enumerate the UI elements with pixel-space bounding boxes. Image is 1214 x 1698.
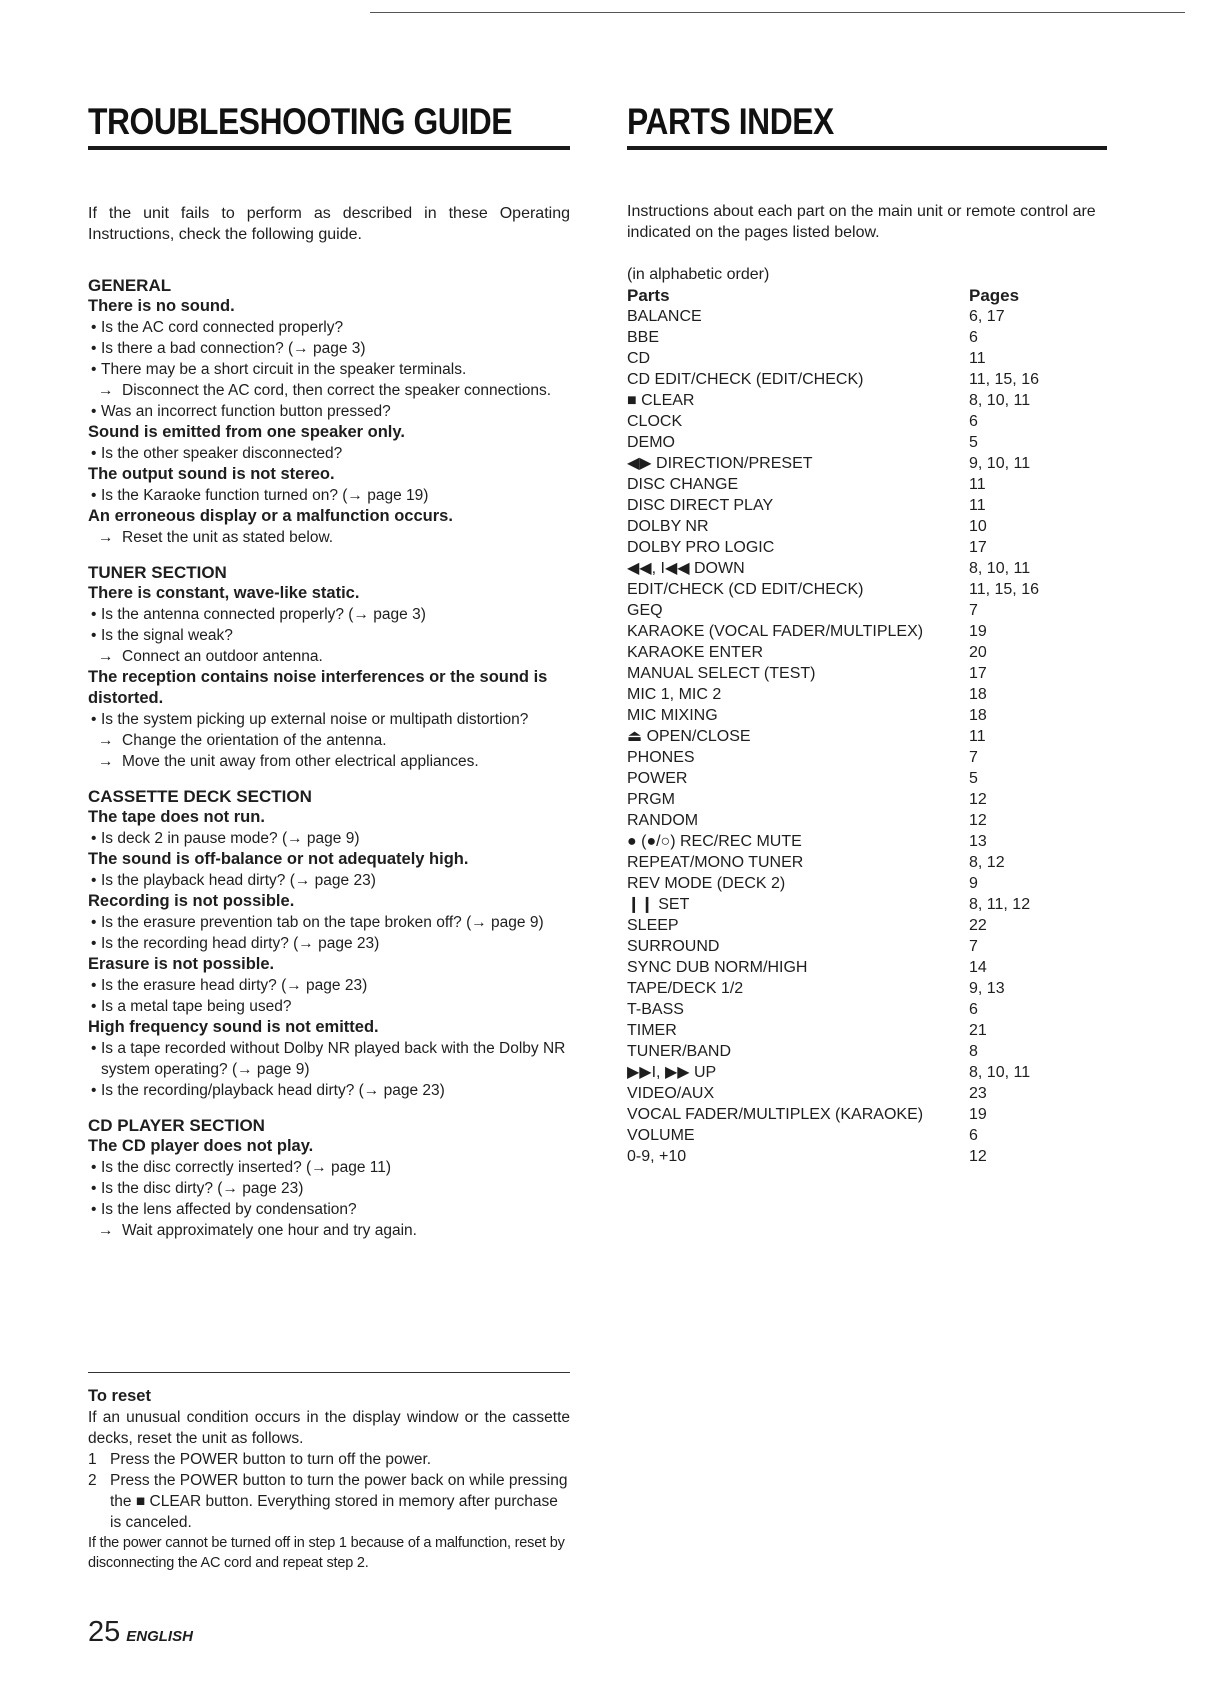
bullet-icon: • [91, 914, 97, 931]
title-rule [88, 146, 570, 150]
col-pages: Pages [969, 286, 1020, 305]
parts-index-title: PARTS INDEX [627, 101, 834, 142]
part-pages: 6 [969, 1001, 978, 1018]
table-row [627, 390, 1107, 411]
check-item: • Is the disc correctly inserted? (→ page 11) [91, 1159, 392, 1176]
troubleshooting-sections [88, 275, 570, 1241]
part-name: CD EDIT/CHECK (EDIT/CHECK) [627, 371, 864, 388]
table-row [627, 1041, 1107, 1062]
part-pages: 9 [969, 875, 978, 892]
part-name: ▶▶I, ▶▶ UP [627, 1064, 717, 1081]
check-item: • Was an incorrect function button pressed? [91, 403, 391, 420]
arrow-icon: → [98, 753, 114, 770]
reset-step: 1 Press the POWER button to turn off the power. [88, 1451, 432, 1468]
part-pages: 8, 12 [969, 854, 1005, 871]
table-row [627, 726, 1107, 747]
check-item: • Is the Karaoke function turned on? (→ page 19) [91, 487, 429, 504]
part-name: ⏏ OPEN/CLOSE [627, 728, 751, 745]
part-pages: 12 [969, 791, 987, 808]
check-item: • Is deck 2 in pause mode? (→ page 9) [91, 830, 360, 847]
title-rule [627, 146, 1107, 150]
page-number: 25 [88, 1616, 121, 1648]
part-pages: 10 [969, 518, 987, 535]
check-item: • Is a metal tape being used? [91, 998, 292, 1015]
arrow-icon: → [98, 382, 114, 399]
part-name: DOLBY PRO LOGIC [627, 539, 775, 556]
part-pages: 11 [969, 728, 986, 745]
part-pages: 8, 11, 12 [969, 896, 1031, 913]
bullet-icon: • [91, 1180, 97, 1197]
part-pages: 6, 17 [969, 308, 1005, 325]
arrow-icon: → [98, 1222, 114, 1239]
remedy-line: → Disconnect the AC cord, then correct the speaker connections. [98, 382, 552, 399]
table-row [627, 852, 1107, 873]
part-pages: 13 [969, 833, 987, 850]
part-name: RANDOM [627, 812, 699, 829]
arrow-icon: → [98, 732, 114, 749]
part-pages: 12 [969, 1148, 987, 1165]
part-pages: 19 [969, 1106, 987, 1123]
part-pages: 11 [969, 476, 986, 493]
problem-title: There is no sound. [88, 297, 235, 315]
remedy-line: → Wait approximately one hour and try again. [98, 1222, 417, 1239]
table-row [627, 915, 1107, 936]
part-name: SYNC DUB NORM/HIGH [627, 959, 808, 976]
part-name: DISC CHANGE [627, 476, 739, 493]
bullet-icon: • [91, 977, 97, 994]
table-row [627, 957, 1107, 978]
table-row [627, 705, 1107, 726]
page-footer [88, 1616, 193, 1649]
problem-title: There is constant, wave-like static. [88, 584, 360, 602]
bullet-icon: • [91, 711, 97, 728]
section-title: GENERAL [88, 276, 172, 295]
part-pages: 8, 10, 11 [969, 1064, 1031, 1081]
part-pages: 5 [969, 434, 978, 451]
problem-title: The reception contains noise interferences or the sound is distorted. [88, 668, 548, 707]
troubleshooting-section [88, 275, 570, 548]
check-item: • Is the AC cord connected properly? [91, 319, 344, 336]
part-pages: 11, 15, 16 [969, 371, 1039, 388]
table-row [627, 999, 1107, 1020]
part-name: REV MODE (DECK 2) [627, 875, 786, 892]
section-title: CD PLAYER SECTION [88, 1116, 265, 1135]
reset-rule [88, 1372, 570, 1373]
part-name: MIC MIXING [627, 707, 718, 724]
part-pages: 22 [969, 917, 987, 934]
part-pages: 5 [969, 770, 978, 787]
remedy-line: → Connect an outdoor antenna. [98, 648, 323, 665]
table-row [627, 810, 1107, 831]
part-pages: 17 [969, 539, 987, 556]
table-row [627, 1062, 1107, 1083]
part-name: VOCAL FADER/MULTIPLEX (KARAOKE) [627, 1106, 924, 1123]
part-pages: 19 [969, 623, 987, 640]
table-row [627, 789, 1107, 810]
parts-table-header [627, 285, 1107, 306]
remedy-line: → Change the orientation of the antenna. [98, 732, 387, 749]
problem-title: Recording is not possible. [88, 892, 295, 910]
part-pages: 18 [969, 707, 987, 724]
part-name: BALANCE [627, 308, 702, 325]
bullet-icon: • [91, 935, 97, 952]
table-row [627, 831, 1107, 852]
part-name: ◀▶ DIRECTION/PRESET [627, 455, 813, 472]
part-name: KARAOKE ENTER [627, 644, 764, 661]
part-pages: 18 [969, 686, 987, 703]
check-item: • Is there a bad connection? (→ page 3) [91, 340, 366, 357]
parts-table [627, 306, 1107, 1167]
table-row [627, 516, 1107, 537]
bullet-icon: • [91, 361, 97, 378]
bullet-icon: • [91, 1082, 97, 1099]
bullet-icon: • [91, 1040, 97, 1057]
table-row [627, 579, 1107, 600]
check-item: • Is the signal weak? [91, 627, 233, 644]
troubleshooting-section [88, 562, 570, 772]
table-row [627, 432, 1107, 453]
part-name: PHONES [627, 749, 695, 766]
table-row [627, 453, 1107, 474]
table-row [627, 474, 1107, 495]
check-item: • Is a tape recorded without Dolby NR played back with the Dolby NR system operating? (→ page 9) [91, 1040, 566, 1078]
table-row [627, 894, 1107, 915]
table-row [627, 537, 1107, 558]
table-row [627, 936, 1107, 957]
remedy-line: → Reset the unit as stated below. [98, 529, 334, 546]
table-row [627, 768, 1107, 789]
part-pages: 20 [969, 644, 987, 661]
problem-title: The CD player does not play. [88, 1137, 314, 1155]
troubleshooting-section [88, 786, 570, 1101]
reset-note: If the power cannot be turned off in step 1 because of a malfunction, reset by disconnecting the AC cord and repeat step 2. [88, 1535, 565, 1571]
part-name: ◀◀, I◀◀ DOWN [627, 560, 745, 577]
top-rule [370, 12, 1185, 13]
reset-title: To reset [88, 1387, 151, 1405]
problem-title: High frequency sound is not emitted. [88, 1018, 379, 1036]
table-row [627, 684, 1107, 705]
part-pages: 11 [969, 350, 986, 367]
reset-box [88, 1372, 570, 1573]
part-pages: 7 [969, 602, 978, 619]
table-row [627, 327, 1107, 348]
bullet-icon: • [91, 340, 97, 357]
part-name: DOLBY NR [627, 518, 709, 535]
part-pages: 21 [969, 1022, 987, 1039]
part-pages: 8, 10, 11 [969, 392, 1031, 409]
table-row [627, 495, 1107, 516]
bullet-icon: • [91, 1159, 97, 1176]
problem-title: The tape does not run. [88, 808, 265, 826]
part-name: ● (●/○) REC/REC MUTE [627, 833, 802, 850]
troubleshooting-section [88, 1115, 570, 1241]
bullet-icon: • [91, 627, 97, 644]
part-name: DISC DIRECT PLAY [627, 497, 774, 514]
part-pages: 7 [969, 938, 978, 955]
language-label: ENGLISH [126, 1628, 193, 1645]
part-pages: 9, 13 [969, 980, 1005, 997]
part-name: POWER [627, 770, 688, 787]
part-pages: 9, 10, 11 [969, 455, 1031, 472]
part-name: ■ CLEAR [627, 392, 695, 409]
problem-title: Sound is emitted from one speaker only. [88, 423, 405, 441]
arrow-icon: → [98, 648, 114, 665]
part-name: TUNER/BAND [627, 1043, 732, 1060]
part-name: TIMER [627, 1022, 677, 1039]
part-name: DEMO [627, 434, 675, 451]
col-parts: Parts [627, 286, 670, 305]
part-pages: 23 [969, 1085, 987, 1102]
part-pages: 11 [969, 497, 986, 514]
part-name: VOLUME [627, 1127, 695, 1144]
part-pages: 8 [969, 1043, 978, 1060]
bullet-icon: • [91, 445, 97, 462]
part-name: BBE [627, 329, 660, 346]
remedy-line: → Move the unit away from other electrical appliances. [98, 753, 479, 770]
bullet-icon: • [91, 830, 97, 847]
part-name: VIDEO/AUX [627, 1085, 715, 1102]
problem-title: An erroneous display or a malfunction occurs. [88, 507, 453, 525]
table-row [627, 1083, 1107, 1104]
bullet-icon: • [91, 998, 97, 1015]
table-row [627, 1125, 1107, 1146]
bullet-icon: • [91, 487, 97, 504]
troubleshooting-title: TROUBLESHOOTING GUIDE [88, 101, 513, 142]
parts-index-column [627, 100, 1107, 1167]
part-name: SURROUND [627, 938, 720, 955]
section-title: TUNER SECTION [88, 563, 227, 582]
part-name: TAPE/DECK 1/2 [627, 980, 744, 997]
bullet-icon: • [91, 403, 97, 420]
part-pages: 6 [969, 329, 978, 346]
table-row [627, 873, 1107, 894]
check-item: • Is the other speaker disconnected? [91, 445, 343, 462]
table-row [627, 1146, 1107, 1167]
part-name: EDIT/CHECK (CD EDIT/CHECK) [627, 581, 864, 598]
part-name: ❙❙ SET [627, 896, 690, 913]
table-row [627, 600, 1107, 621]
part-name: CD [627, 350, 651, 367]
part-name: SLEEP [627, 917, 679, 934]
arrow-icon: → [98, 529, 114, 546]
part-name: CLOCK [627, 413, 683, 430]
check-item: • There may be a short circuit in the speaker terminals. [91, 361, 467, 378]
part-name: REPEAT/MONO TUNER [627, 854, 804, 871]
part-name: KARAOKE (VOCAL FADER/MULTIPLEX) [627, 623, 924, 640]
problem-title: The sound is off-balance or not adequately high. [88, 850, 469, 868]
part-pages: 12 [969, 812, 987, 829]
part-pages: 17 [969, 665, 987, 682]
part-pages: 6 [969, 1127, 978, 1144]
part-name: 0-9, +10 [627, 1148, 687, 1165]
table-row [627, 348, 1107, 369]
problem-title: Erasure is not possible. [88, 955, 275, 973]
part-name: GEQ [627, 602, 663, 619]
bullet-icon: • [91, 1201, 97, 1218]
check-item: • Is the disc dirty? (→ page 23) [91, 1180, 304, 1197]
table-row [627, 411, 1107, 432]
part-pages: 14 [969, 959, 987, 976]
section-title: CASSETTE DECK SECTION [88, 787, 312, 806]
check-item: • Is the erasure prevention tab on the tape broken off? (→ page 9) [91, 914, 544, 931]
table-row [627, 558, 1107, 579]
part-name: T-BASS [627, 1001, 684, 1018]
table-row [627, 747, 1107, 768]
troubleshooting-intro: If the unit fails to perform as described in these Operating Instructions, check the following guide. [88, 205, 570, 243]
part-pages: 7 [969, 749, 978, 766]
order-note: (in alphabetic order) [627, 266, 770, 283]
bullet-icon: • [91, 606, 97, 623]
check-item: • Is the playback head dirty? (→ page 23) [91, 872, 376, 889]
bullet-icon: • [91, 872, 97, 889]
table-row [627, 621, 1107, 642]
part-pages: 8, 10, 11 [969, 560, 1031, 577]
bullet-icon: • [91, 319, 97, 336]
part-pages: 11, 15, 16 [969, 581, 1039, 598]
troubleshooting-column [88, 100, 570, 1241]
parts-index-intro: Instructions about each part on the main unit or remote control are indicated on the pages listed below. [627, 203, 1096, 241]
part-pages: 6 [969, 413, 978, 430]
check-item: • Is the system picking up external noise or multipath distortion? [91, 711, 529, 728]
table-row [627, 1104, 1107, 1125]
reset-step: 2 Press the POWER button to turn the power back on while pressing the ■ CLEAR button. Everything stored in memory after purchase is canceled. [88, 1472, 568, 1531]
table-row [627, 306, 1107, 327]
check-item: • Is the erasure head dirty? (→ page 23) [91, 977, 368, 994]
part-name: MIC 1, MIC 2 [627, 686, 722, 703]
table-row [627, 1020, 1107, 1041]
table-row [627, 642, 1107, 663]
table-row [627, 978, 1107, 999]
table-row [627, 663, 1107, 684]
check-item: • Is the antenna connected properly? (→ page 3) [91, 606, 426, 623]
problem-title: The output sound is not stereo. [88, 465, 335, 483]
part-name: PRGM [627, 791, 675, 808]
check-item: • Is the recording head dirty? (→ page 23) [91, 935, 380, 952]
table-row [627, 369, 1107, 390]
check-item: • Is the recording/playback head dirty? (→ page 23) [91, 1082, 445, 1099]
reset-text: If an unusual condition occurs in the display window or the cassette decks, reset the unit as follows. [88, 1409, 570, 1447]
check-item: • Is the lens affected by condensation? [91, 1201, 357, 1218]
part-name: MANUAL SELECT (TEST) [627, 665, 816, 682]
